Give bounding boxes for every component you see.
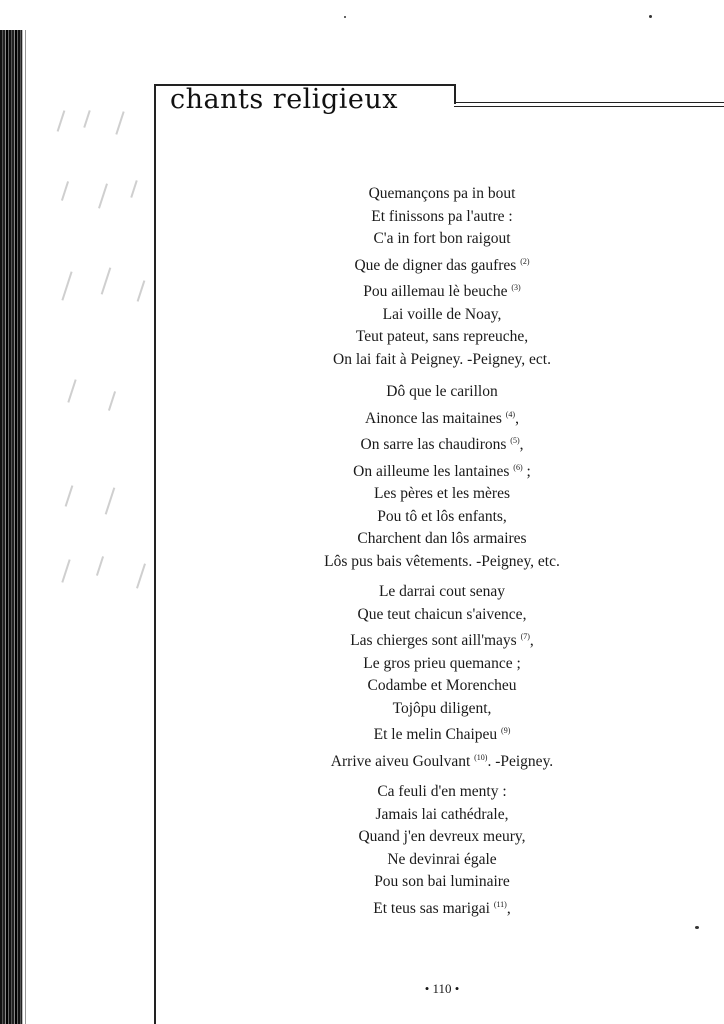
verse-line <box>160 506 724 529</box>
verse-text: Jamais lai cathédrale, <box>375 805 509 823</box>
footnote-marker: (5) <box>510 436 520 445</box>
verse-text: C'a in fort bon raigout <box>373 230 511 247</box>
verse-line <box>160 349 724 372</box>
stanza <box>160 781 724 920</box>
verse-line <box>160 326 724 349</box>
scan-speck <box>695 926 699 929</box>
verse-text: Les pères et les mères <box>374 485 510 502</box>
footnote-marker: (4) <box>505 409 516 419</box>
footnote-marker: (7) <box>520 632 530 641</box>
verse-text: Et teus sas marigai <box>373 899 490 917</box>
footnote-marker: (6) <box>513 462 523 472</box>
verse-line <box>160 849 724 872</box>
verse-text: Quand j'en devreux meury, <box>358 828 526 845</box>
verse-line <box>160 804 724 827</box>
verse-line <box>160 626 724 653</box>
verse-line <box>160 430 724 457</box>
verse-line <box>160 483 724 506</box>
verse-text: Las chierges sont aill'mays <box>350 632 517 649</box>
verse-line <box>160 251 724 278</box>
verse-line <box>160 675 724 698</box>
footnote-marker: (11) <box>493 899 507 909</box>
verse-punctuation: , <box>529 632 534 649</box>
verse-line <box>160 698 724 721</box>
stanza <box>160 183 724 371</box>
verse-text: Quemançons pa in bout <box>368 185 516 202</box>
footnote-marker: (2) <box>520 256 530 266</box>
footnote-marker: (10) <box>474 752 488 762</box>
scan-binding-shadow <box>22 30 30 1024</box>
verse-text: Ne devinrai égale <box>387 850 497 868</box>
verse-line <box>160 228 724 251</box>
verse-punctuation: , <box>506 899 511 917</box>
verse-line <box>160 381 724 404</box>
verse-text: On lai fait à Peigney. -Peigney, ect. <box>333 350 551 368</box>
verse-text: Lai voille de Noay, <box>382 305 502 323</box>
verse-line <box>160 551 724 574</box>
verse-line <box>160 528 724 551</box>
verse-line <box>160 826 724 849</box>
verse-line <box>160 747 724 774</box>
page-title: chants religieux <box>170 84 398 115</box>
verse-text: On sarre las chaudirons <box>360 436 507 453</box>
verse-punctuation: . -Peigney. <box>487 752 554 770</box>
verse-text: On ailleume les lantaines <box>353 462 510 480</box>
verse-text: Dô que le carillon <box>386 383 498 400</box>
verse-line <box>160 404 724 431</box>
verse-text: Ca feuli d'en menty : <box>377 783 507 800</box>
verse-text: Et finissons pa l'autre : <box>371 207 513 225</box>
verse-text: Pou tô et lôs enfants, <box>377 507 507 525</box>
page-frame-double-rule <box>454 102 724 107</box>
verse-punctuation: ; <box>522 462 531 480</box>
verse-line <box>160 653 724 676</box>
footnote-marker: (3) <box>511 283 521 292</box>
verse-text: Arrive aiveu Goulvant <box>330 752 471 770</box>
verse-line <box>160 894 724 921</box>
page-frame-left-border <box>154 84 156 1024</box>
verse-punctuation: , <box>519 436 524 453</box>
verse-punctuation: , <box>515 409 519 427</box>
verse-line <box>160 457 724 484</box>
verse-line <box>160 581 724 604</box>
verse-text: Pou aillemau lè beuche <box>363 283 508 300</box>
verse-line <box>160 206 724 229</box>
verse-text: Codambe et Morencheu <box>367 677 517 694</box>
verse-text: Pou son bai luminaire <box>374 873 510 890</box>
verse-text: Tojôpu diligent, <box>392 699 492 717</box>
verse-line <box>160 183 724 206</box>
verse-text: Le gros prieu quemance ; <box>363 654 521 672</box>
bleed-through-marks <box>30 100 155 640</box>
verse-line <box>160 277 724 304</box>
stanza <box>160 381 724 573</box>
verse-text: Lôs pus bais vêtements. -Peigney, etc. <box>324 552 560 570</box>
scan-speck <box>344 16 346 18</box>
verse-text: Et le melin Chaipeu <box>373 726 498 743</box>
verse-text: Le darrai cout senay <box>378 583 506 600</box>
verse-line <box>160 304 724 327</box>
page-number: • 110 • <box>424 981 460 996</box>
scan-speck <box>649 15 652 18</box>
verse-text: Que de digner das gaufres <box>354 256 517 274</box>
page-frame-title-tick <box>454 84 456 104</box>
verse-line <box>160 871 724 894</box>
verse-line <box>160 720 724 747</box>
verse-text: Que teut chaicun s'aivence, <box>357 605 527 623</box>
verse-text: Charchent dan lôs armaires <box>357 530 527 547</box>
verse-line <box>160 781 724 804</box>
footnote-marker: (9) <box>501 726 511 735</box>
verse-text: Ainonce las maitaines <box>365 409 502 427</box>
verse-line <box>160 604 724 627</box>
stanza <box>160 581 724 773</box>
scan-binding-edge <box>0 30 22 1024</box>
verse-text: Teut pateut, sans repreuche, <box>355 328 529 345</box>
